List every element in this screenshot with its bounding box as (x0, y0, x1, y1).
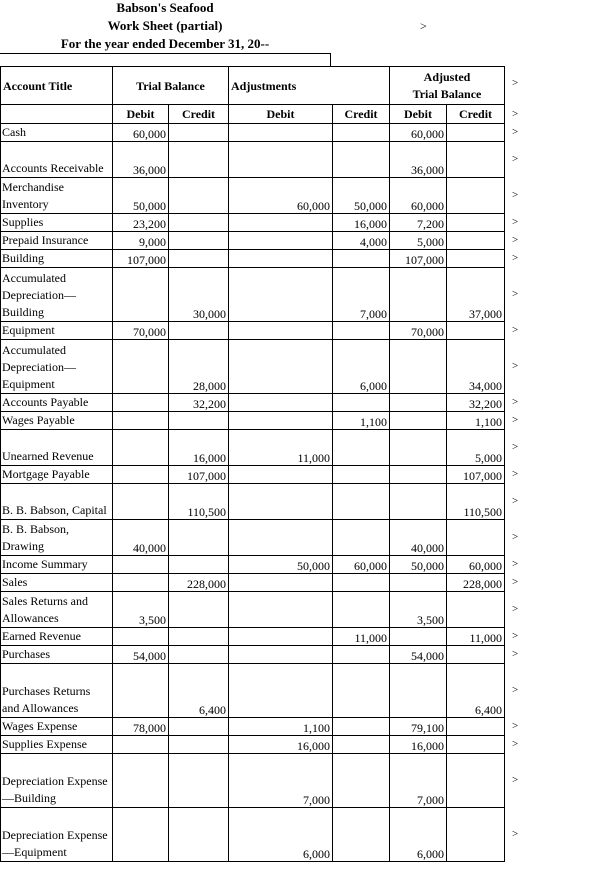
adj-cr-cell (333, 322, 390, 340)
tb-dr-cell: 40,000 (113, 520, 169, 556)
atb-dr-cell (390, 466, 447, 484)
atb-cr-cell: 37,000 (447, 268, 505, 322)
adj-dr-cell (229, 466, 333, 484)
subhead-tb-credit: Credit (169, 105, 229, 124)
row-marker: > (512, 396, 519, 408)
atb-cr-cell: 110,500 (447, 484, 505, 520)
adj-cr-cell: 11,000 (333, 628, 390, 646)
atb-cr-cell: 5,000 (447, 430, 505, 466)
adj-cr-cell (333, 520, 390, 556)
adj-cr-cell (333, 736, 390, 754)
adj-cr-cell (333, 664, 390, 718)
col-account-title: Account Title (1, 67, 113, 105)
tb-cr-cell (169, 250, 229, 268)
row-marker: > (512, 630, 519, 642)
atb-cr-cell (447, 322, 505, 340)
account-title-cell: Prepaid Insurance (1, 232, 113, 250)
atb-cr-cell (447, 232, 505, 250)
atb-cr-cell: 228,000 (447, 574, 505, 592)
atb-cr-cell (447, 718, 505, 736)
tb-cr-cell (169, 520, 229, 556)
adj-dr-cell (229, 322, 333, 340)
adj-dr-cell (229, 664, 333, 718)
row-marker: > (512, 774, 519, 786)
atb-cr-cell (447, 754, 505, 808)
adj-cr-cell (333, 718, 390, 736)
row-marker: > (512, 107, 519, 120)
adj-cr-cell (333, 142, 390, 178)
tb-dr-cell: 54,000 (113, 646, 169, 664)
tb-cr-cell (169, 124, 229, 142)
col-trial-balance: Trial Balance (113, 67, 229, 105)
tb-cr-cell (169, 232, 229, 250)
tb-dr-cell (113, 340, 169, 394)
table-row (1, 664, 505, 718)
table-row (1, 556, 505, 574)
col-adjusted-line2: Trial Balance (412, 86, 482, 101)
table-row (1, 412, 505, 430)
adj-dr-cell (229, 394, 333, 412)
tb-dr-cell: 36,000 (113, 142, 169, 178)
tb-cr-cell: 30,000 (169, 268, 229, 322)
adj-dr-cell (229, 124, 333, 142)
row-marker: > (512, 531, 519, 543)
account-title-cell: Depreciation Expense—Building (1, 754, 113, 808)
adj-cr-cell (333, 808, 390, 862)
subhead-tb-debit: Debit (113, 105, 169, 124)
atb-dr-cell (390, 394, 447, 412)
adj-cr-cell: 60,000 (333, 556, 390, 574)
atb-dr-cell: 70,000 (390, 322, 447, 340)
atb-cr-cell (447, 124, 505, 142)
atb-cr-cell (447, 646, 505, 664)
adj-dr-cell: 6,000 (229, 808, 333, 862)
tb-dr-cell (113, 574, 169, 592)
atb-dr-cell: 50,000 (390, 556, 447, 574)
adj-dr-cell (229, 340, 333, 394)
row-marker: > (512, 126, 519, 138)
row-marker: > (512, 495, 519, 507)
table-row (1, 628, 505, 646)
table-row (1, 214, 505, 232)
row-marker: > (512, 684, 519, 696)
tb-cr-cell (169, 736, 229, 754)
adj-dr-cell: 50,000 (229, 556, 333, 574)
account-title-cell: B. B. Babson, Capital (1, 484, 113, 520)
adj-cr-cell (333, 574, 390, 592)
subhead-adj-debit: Debit (229, 105, 333, 124)
table-row (1, 250, 505, 268)
atb-cr-cell (447, 520, 505, 556)
atb-dr-cell (390, 340, 447, 394)
adj-dr-cell (229, 628, 333, 646)
tb-cr-cell (169, 214, 229, 232)
subhead-adj-credit: Credit (333, 105, 390, 124)
adj-cr-cell (333, 250, 390, 268)
account-title-cell: Depreciation Expense—Equipment (1, 808, 113, 862)
tb-cr-cell (169, 718, 229, 736)
row-marker: > (512, 576, 519, 588)
tb-cr-cell (169, 592, 229, 628)
table-row (1, 268, 505, 322)
atb-dr-cell: 107,000 (390, 250, 447, 268)
table-row (1, 736, 505, 754)
adj-dr-cell (229, 232, 333, 250)
account-title-cell: Income Summary (1, 556, 113, 574)
row-marker: > (512, 252, 519, 264)
company-name: Babson's Seafood (116, 0, 214, 15)
account-title-cell: Unearned Revenue (1, 430, 113, 466)
adj-dr-cell: 60,000 (229, 178, 333, 214)
tb-cr-cell (169, 412, 229, 430)
table-row (1, 484, 505, 520)
atb-dr-cell (390, 664, 447, 718)
adj-dr-cell: 11,000 (229, 430, 333, 466)
tb-dr-cell: 23,200 (113, 214, 169, 232)
tb-dr-cell (113, 628, 169, 646)
adj-cr-cell: 7,000 (333, 268, 390, 322)
account-title-cell: Purchases Returns and Allowances (1, 664, 113, 718)
account-title-cell: B. B. Babson, Drawing (1, 520, 113, 556)
atb-cr-cell: 107,000 (447, 466, 505, 484)
adj-cr-cell: 4,000 (333, 232, 390, 250)
account-title-cell: Accounts Receivable (1, 142, 113, 178)
table-row (1, 574, 505, 592)
atb-cr-cell: 6,400 (447, 664, 505, 718)
row-marker: > (512, 189, 519, 201)
period-line: For the year ended December 31, 20-- (60, 36, 270, 51)
account-title-cell: Wages Payable (1, 412, 113, 430)
atb-dr-cell (390, 268, 447, 322)
tb-cr-cell: 32,200 (169, 394, 229, 412)
row-marker: > (512, 414, 519, 426)
tb-cr-cell (169, 646, 229, 664)
table-row (1, 718, 505, 736)
atb-dr-cell (390, 574, 447, 592)
atb-cr-cell (447, 592, 505, 628)
tb-dr-cell: 9,000 (113, 232, 169, 250)
tb-dr-cell (113, 484, 169, 520)
atb-dr-cell: 6,000 (390, 808, 447, 862)
tb-dr-cell (113, 412, 169, 430)
atb-dr-cell (390, 484, 447, 520)
row-marker: > (512, 648, 519, 660)
tb-dr-cell (113, 754, 169, 808)
account-title-cell: Earned Revenue (1, 628, 113, 646)
account-title-cell: Supplies Expense (1, 736, 113, 754)
atb-dr-cell: 40,000 (390, 520, 447, 556)
adj-cr-cell: 6,000 (333, 340, 390, 394)
tb-dr-cell (113, 268, 169, 322)
table-row (1, 592, 505, 628)
account-title-cell: Sales (1, 574, 113, 592)
table-row (1, 322, 505, 340)
account-title-cell: Accumulated Depreciation—Building (1, 268, 113, 322)
atb-dr-cell: 3,500 (390, 592, 447, 628)
tb-cr-cell (169, 178, 229, 214)
account-title-cell: Merchandise Inventory (1, 178, 113, 214)
table-row (1, 394, 505, 412)
atb-dr-cell: 54,000 (390, 646, 447, 664)
adj-dr-cell (229, 484, 333, 520)
account-title-cell: Mortgage Payable (1, 466, 113, 484)
row-marker: > (512, 468, 519, 480)
adj-cr-cell (333, 592, 390, 628)
adj-dr-cell (229, 592, 333, 628)
adj-cr-cell: 50,000 (333, 178, 390, 214)
atb-dr-cell: 7,000 (390, 754, 447, 808)
row-marker: > (512, 441, 519, 453)
account-title-cell: Accounts Payable (1, 394, 113, 412)
atb-dr-cell: 79,100 (390, 718, 447, 736)
row-marker: > (512, 288, 519, 300)
adj-cr-cell (333, 754, 390, 808)
tb-dr-cell (113, 556, 169, 574)
col-adjustments: Adjustments (229, 67, 390, 105)
tb-cr-cell (169, 628, 229, 646)
table-row (1, 466, 505, 484)
atb-dr-cell: 36,000 (390, 142, 447, 178)
row-marker: > (512, 738, 519, 750)
row-marker: > (512, 216, 519, 228)
table-row (1, 430, 505, 466)
tb-cr-cell (169, 322, 229, 340)
row-marker: > (512, 828, 519, 840)
atb-cr-cell: 32,200 (447, 394, 505, 412)
tb-dr-cell: 3,500 (113, 592, 169, 628)
tb-dr-cell (113, 430, 169, 466)
account-title-cell: Sales Returns and Allowances (1, 592, 113, 628)
atb-dr-cell: 60,000 (390, 124, 447, 142)
atb-dr-cell: 7,200 (390, 214, 447, 232)
atb-dr-cell (390, 628, 447, 646)
row-marker: > (512, 324, 519, 336)
atb-cr-cell (447, 808, 505, 862)
header-underline (0, 53, 331, 67)
tb-cr-cell: 6,400 (169, 664, 229, 718)
tb-cr-cell: 110,500 (169, 484, 229, 520)
tb-cr-cell: 228,000 (169, 574, 229, 592)
tb-dr-cell: 107,000 (113, 250, 169, 268)
atb-cr-cell (447, 178, 505, 214)
account-title-cell: Purchases (1, 646, 113, 664)
atb-cr-cell: 1,100 (447, 412, 505, 430)
adj-dr-cell: 16,000 (229, 736, 333, 754)
row-marker: > (512, 360, 519, 372)
atb-dr-cell (390, 412, 447, 430)
adj-dr-cell (229, 646, 333, 664)
adj-dr-cell (229, 250, 333, 268)
tb-cr-cell (169, 142, 229, 178)
adj-dr-cell (229, 412, 333, 430)
adj-cr-cell (333, 646, 390, 664)
atb-cr-cell: 11,000 (447, 628, 505, 646)
tb-dr-cell (113, 736, 169, 754)
atb-cr-cell: 60,000 (447, 556, 505, 574)
adj-cr-cell (333, 430, 390, 466)
adj-dr-cell (229, 574, 333, 592)
tb-cr-cell: 16,000 (169, 430, 229, 466)
col-adjusted-line1: Adjusted (423, 69, 471, 84)
atb-dr-cell (390, 430, 447, 466)
tb-dr-cell: 70,000 (113, 322, 169, 340)
table-row (1, 142, 505, 178)
row-marker: > (512, 234, 519, 246)
account-title-cell: Supplies (1, 214, 113, 232)
adj-dr-cell (229, 520, 333, 556)
row-marker: > (512, 558, 519, 570)
tb-cr-cell (169, 556, 229, 574)
table-row (1, 646, 505, 664)
atb-dr-cell: 60,000 (390, 178, 447, 214)
account-title-cell: Wages Expense (1, 718, 113, 736)
subhead-blank (1, 105, 113, 124)
atb-cr-cell: 34,000 (447, 340, 505, 394)
adj-cr-cell: 16,000 (333, 214, 390, 232)
atb-cr-cell (447, 214, 505, 232)
col-adjusted-trial-balance (390, 67, 505, 105)
table-row (1, 124, 505, 142)
table-row (1, 232, 505, 250)
atb-cr-cell (447, 736, 505, 754)
sheet-title: Work Sheet (partial) (107, 18, 223, 33)
worksheet-table (0, 66, 505, 862)
tb-cr-cell (169, 754, 229, 808)
tb-dr-cell (113, 664, 169, 718)
account-title-cell: Cash (1, 124, 113, 142)
subhead-atb-debit: Debit (390, 105, 447, 124)
row-marker: > (512, 603, 519, 615)
account-title-cell: Equipment (1, 322, 113, 340)
tb-dr-cell: 50,000 (113, 178, 169, 214)
adj-dr-cell (229, 214, 333, 232)
table-row (1, 520, 505, 556)
tb-cr-cell: 107,000 (169, 466, 229, 484)
atb-dr-cell: 16,000 (390, 736, 447, 754)
tb-dr-cell (113, 394, 169, 412)
atb-dr-cell: 5,000 (390, 232, 447, 250)
tb-cr-cell (169, 808, 229, 862)
account-title-cell: Building (1, 250, 113, 268)
tb-dr-cell: 60,000 (113, 124, 169, 142)
subhead-atb-credit: Credit (447, 105, 505, 124)
tb-cr-cell: 28,000 (169, 340, 229, 394)
adj-cr-cell (333, 394, 390, 412)
row-marker: > (512, 720, 519, 732)
adj-dr-cell (229, 142, 333, 178)
table-row (1, 808, 505, 862)
adj-dr-cell (229, 268, 333, 322)
row-marker: > (512, 153, 519, 165)
top-marker: > (420, 19, 427, 33)
adj-cr-cell (333, 484, 390, 520)
adj-dr-cell: 1,100 (229, 718, 333, 736)
table-row (1, 178, 505, 214)
tb-dr-cell: 78,000 (113, 718, 169, 736)
table-row (1, 754, 505, 808)
atb-cr-cell (447, 142, 505, 178)
tb-dr-cell (113, 808, 169, 862)
adj-cr-cell: 1,100 (333, 412, 390, 430)
adj-dr-cell: 7,000 (229, 754, 333, 808)
account-title-cell: Accumulated Depreciation—Equipment (1, 340, 113, 394)
adj-cr-cell (333, 124, 390, 142)
table-row (1, 340, 505, 394)
tb-dr-cell (113, 466, 169, 484)
adj-cr-cell (333, 466, 390, 484)
row-marker: > (512, 77, 519, 89)
atb-cr-cell (447, 250, 505, 268)
